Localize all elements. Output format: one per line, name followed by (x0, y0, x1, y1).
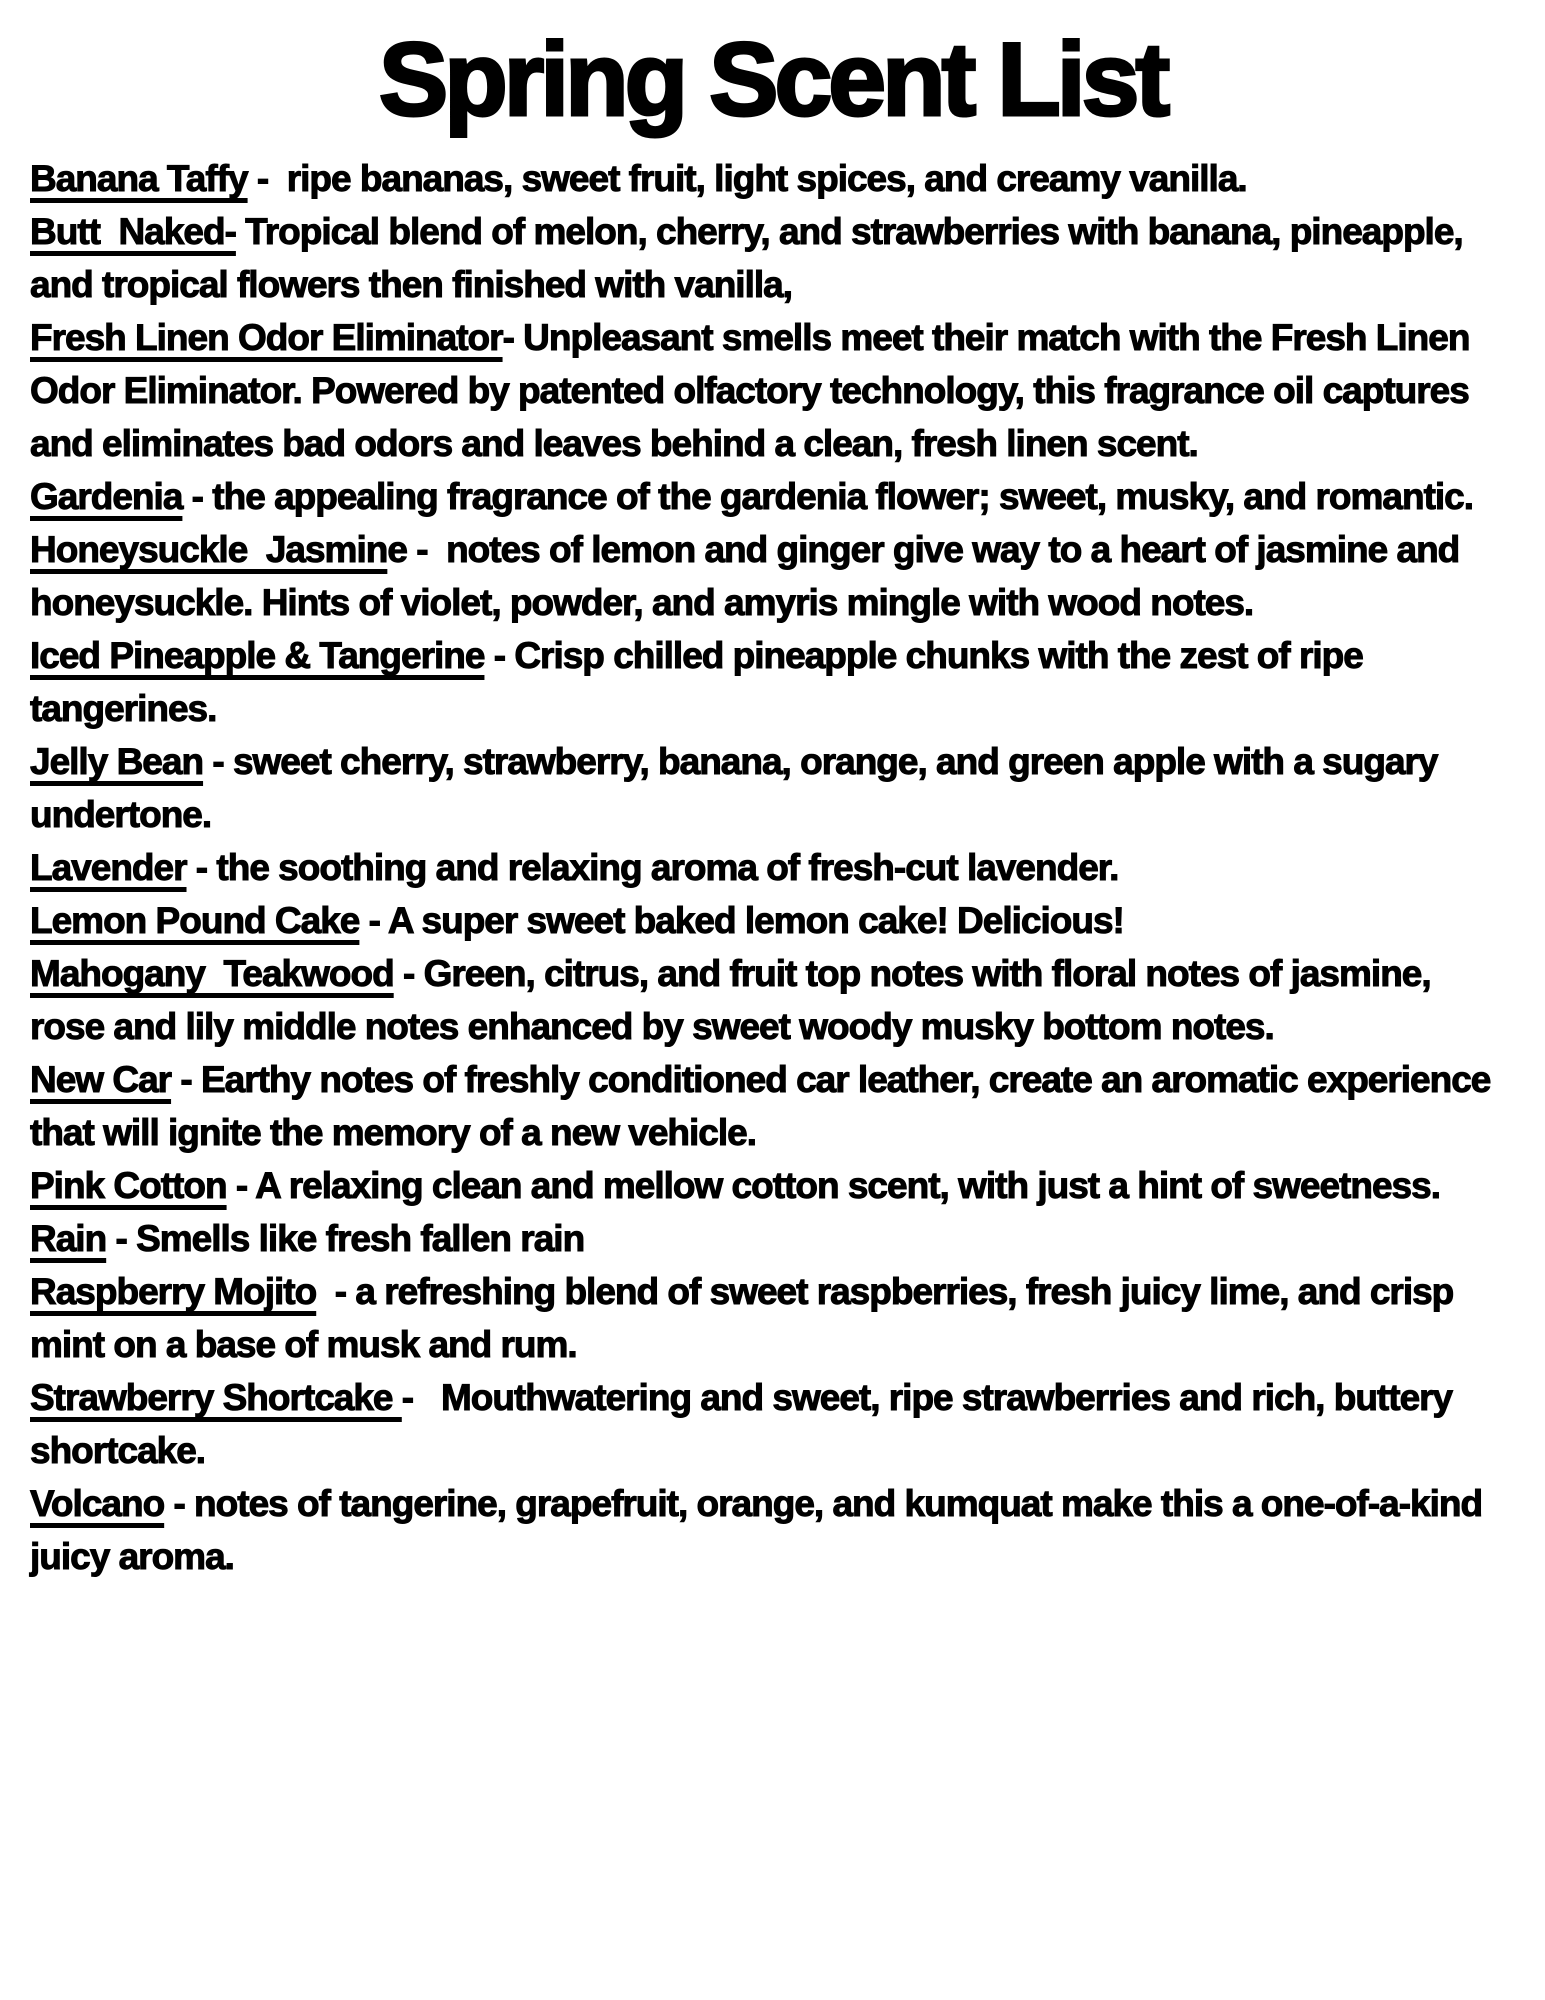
scent-entry (30, 1212, 1503, 1265)
scent-name: Fresh Linen Odor Eliminator (30, 317, 503, 359)
scent-entry (30, 1053, 1503, 1159)
scent-name: Lavender (30, 847, 187, 889)
scent-entry (30, 947, 1503, 1053)
scent-name: Raspberry Mojito (30, 1271, 317, 1313)
scent-entry (30, 205, 1503, 311)
scent-description: - notes of lemon and ginger give way to a heart of jasmine and honeysuckle. Hints of violet, powder, and amyris mingle with wood notes. (30, 529, 1469, 624)
scent-name: Banana Taffy (30, 158, 248, 200)
scent-description: - the appealing fragrance of the gardenia flower; sweet, musky, and romantic. (182, 476, 1474, 518)
scent-description: - notes of tangerine, grapefruit, orange, and kumquat make this a one-of-a-kind juicy aroma. (30, 1483, 1492, 1578)
page-title: Spring Scent List (378, 22, 1167, 138)
scent-name: New Car (30, 1059, 172, 1101)
scent-name: Butt Naked- (30, 211, 236, 253)
scent-entry (30, 311, 1503, 470)
scent-entries-list (0, 144, 1545, 1583)
scent-name: Mahogany Teakwood (30, 953, 394, 995)
scent-entry (30, 894, 1503, 947)
scent-name-suffix: e (387, 529, 407, 571)
scent-description: - Unpleasant smells meet their match with the Fresh Linen Odor Eliminator. Powered by patented olfactory technology, this fragrance oil captures and eliminates bad odors and leaves behind a clean, fresh linen scent. (30, 317, 1479, 465)
scent-description: - sweet cherry, strawberry, banana, orange, and green apple with a sugary undertone. (30, 741, 1447, 836)
scent-name: Strawberry Shortcake (30, 1377, 402, 1419)
scent-description: - the soothing and relaxing aroma of fresh-cut lavender. (186, 847, 1119, 889)
scent-description: - a refreshing blend of sweet raspberries, fresh juicy lime, and crisp mint on a base of musk and rum. (30, 1271, 1463, 1366)
scent-description: - Mouthwatering and sweet, ripe strawberries and rich, buttery shortcake. (30, 1377, 1462, 1472)
scent-description: - Earthy notes of freshly conditioned car leather, create an aromatic experience that will ignite the memory of a new vehicle. (30, 1059, 1500, 1154)
scent-name: Pink Cotton (30, 1165, 227, 1207)
scent-entry (30, 1371, 1503, 1477)
scent-description: - Smells like fresh fallen rain (106, 1218, 585, 1260)
scent-description: - ripe bananas, sweet fruit, light spices, and creamy vanilla. (247, 158, 1247, 200)
scent-entry (30, 470, 1503, 523)
scent-entry (30, 1265, 1503, 1371)
scent-entry (30, 1477, 1503, 1583)
scent-description: - A super sweet baked lemon cake! Delicious! (359, 900, 1124, 942)
scent-name: Gardenia (30, 476, 183, 518)
scent-entry (30, 152, 1503, 205)
scent-entry (30, 735, 1503, 841)
scent-entry (30, 523, 1503, 629)
scent-description: - Crisp chilled pineapple chunks with the zest of ripe tangerines. (30, 635, 1373, 730)
scent-entry (30, 629, 1503, 735)
scent-name: Volcano (30, 1483, 165, 1525)
scent-description: Tropical blend of melon, cherry, and strawberries with banana, pineapple, and tropical flowers then finished with vanilla, (30, 211, 1472, 306)
scent-entry (30, 841, 1503, 894)
scent-name: Rain (30, 1218, 107, 1260)
scent-entry (30, 1159, 1503, 1212)
scent-name: Jelly Bean (30, 741, 204, 783)
scent-name: Iced Pineapple & Tangerine (30, 635, 485, 677)
scent-description: - Green, citrus, and fruit top notes with floral notes of jasmine, rose and lily middle notes enhanced by sweet woody musky bottom notes. (30, 953, 1440, 1048)
scent-name: Lemon Pound Cake (30, 900, 360, 942)
scent-description: - A relaxing clean and mellow cotton scent, with just a hint of sweetness. (226, 1165, 1440, 1207)
scent-name: Honeysuckle Jasmin (30, 529, 388, 571)
